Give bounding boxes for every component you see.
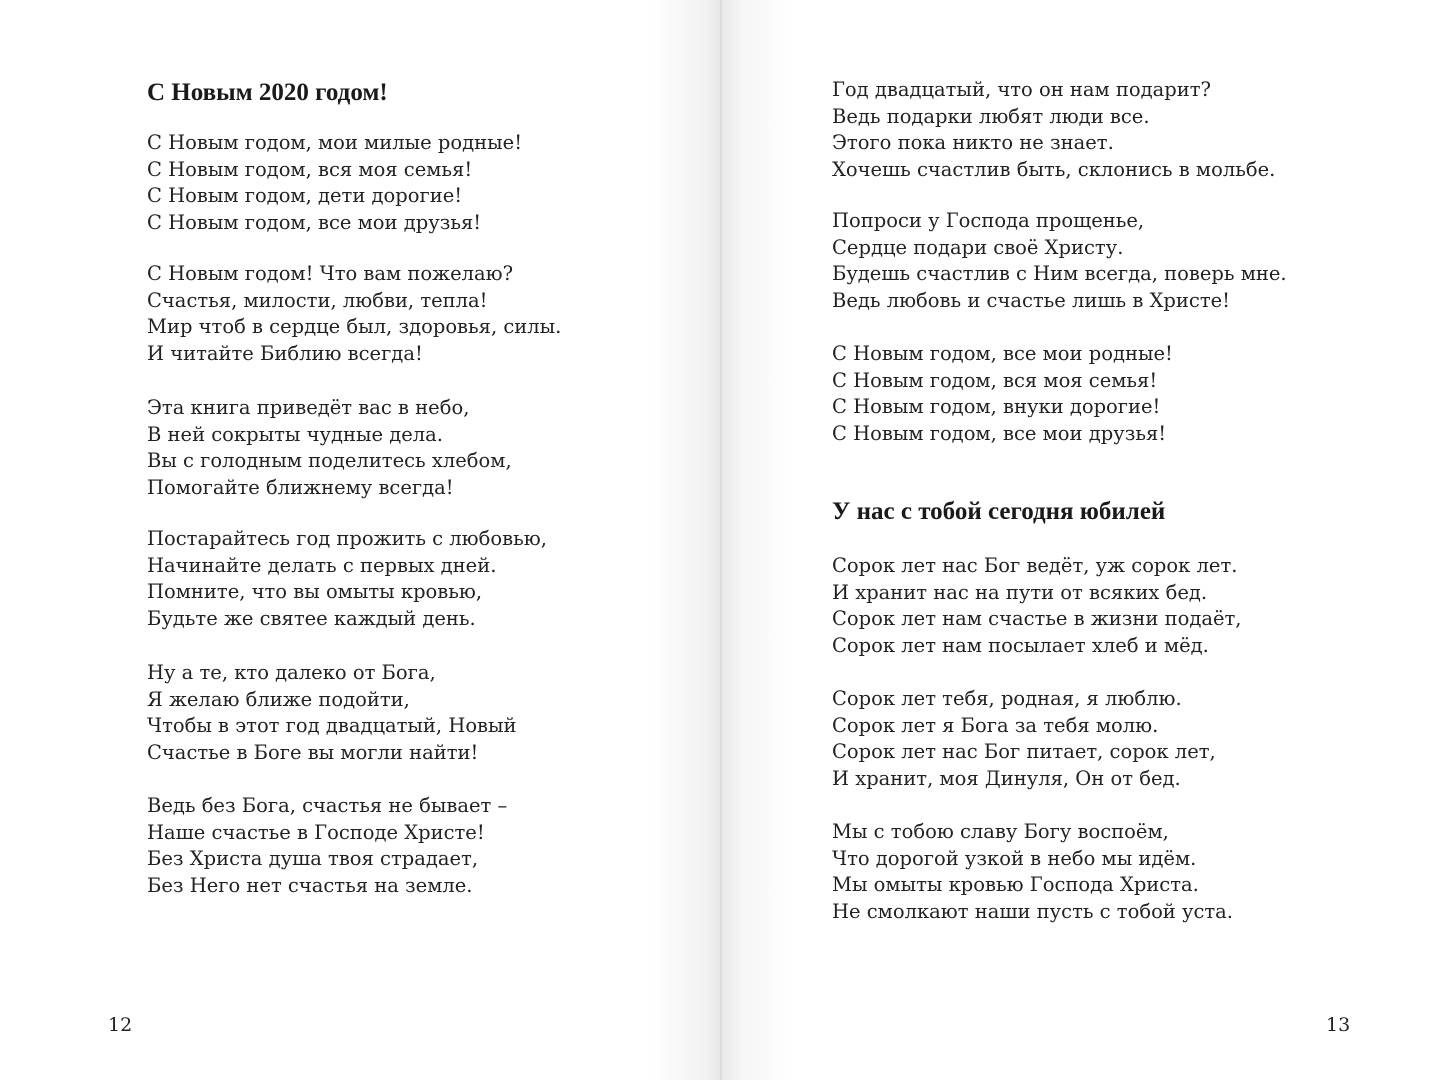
stanza [832, 553, 1242, 659]
verse-line: Сорок лет тебя, родная, я люблю. [832, 687, 1182, 710]
stanza [832, 208, 1287, 314]
left-page [0, 0, 722, 1080]
verse-line: Год двадцатый, что он нам подарит? [832, 78, 1211, 101]
verse-line: Хочешь счастлив быть, склонись в мольбе. [832, 157, 1276, 181]
verse-line: Начинайте делать с первых дней. [147, 553, 497, 577]
verse-line: Этого пока никто не знает. [832, 131, 1114, 154]
verse-line: Не смолкают наши пусть с тобой уста. [832, 899, 1234, 923]
verse-line: Ведь подарки любят люди все. [832, 104, 1150, 128]
verse-line: И хранит, моя Динуля, Он от бед. [832, 766, 1181, 790]
verse-line: С Новым годом, вся моя семья! [147, 157, 473, 181]
verse-line: И хранит нас на пути от всяких бед. [832, 580, 1208, 604]
verse-line: Помогайте ближнему всегда! [147, 475, 454, 499]
verse-line: С Новым годом, все мои друзья! [832, 421, 1167, 445]
stanza [832, 77, 1275, 183]
verse-line: Без Христа душа твоя страдает, [147, 847, 479, 870]
page-number: 13 [1326, 1014, 1351, 1036]
verse-line: Попроси у Господа прощенье, [832, 209, 1145, 232]
verse-line: Ведь любовь и счастье лишь в Христе! [832, 288, 1230, 312]
stanza [832, 686, 1216, 792]
verse-line: Наше счастье в Господе Христе! [147, 820, 485, 844]
stanza [147, 261, 561, 367]
verse-line: С Новым годом! Что вам пожелаю? [147, 262, 514, 285]
stanza [832, 341, 1173, 447]
verse-line: Без Него нет счастья на земле. [147, 873, 473, 897]
verse-line: В ней сокрыты чудные дела. [147, 422, 444, 446]
verse-line: Вы с голодным поделитесь хлебом, [147, 449, 512, 472]
verse-line: Сорок лет я Бога за тебя молю. [832, 713, 1159, 737]
verse-line: Мир чтоб в сердце был, здоровья, силы. [147, 315, 562, 338]
verse-line: Будешь счастлив с Ним всегда, поверь мне. [832, 262, 1287, 285]
verse-line: С Новым годом, все мои родные! [832, 342, 1173, 365]
verse-line: Сорок лет нам посылает хлеб и мёд. [832, 633, 1209, 657]
stanza [147, 660, 517, 766]
verse-line: Счастья, милости, любви, тепла! [147, 288, 488, 312]
verse-line: С Новым годом, вся моя семья! [832, 368, 1158, 392]
verse-line: Помните, что вы омыты кровью, [147, 580, 483, 603]
verse-line: Сорок лет нам счастье в жизни подаёт, [832, 607, 1242, 630]
verse-line: С Новым годом, внуки дорогие! [832, 395, 1161, 418]
right-page [722, 0, 1445, 1080]
verse-line: Сердце подари своё Христу. [832, 235, 1124, 259]
verse-line: Постарайтесь год прожить с любовью, [147, 527, 547, 550]
verse-line: Будьте же святее каждый день. [147, 606, 476, 630]
stanza [147, 793, 507, 899]
stanza [147, 130, 522, 236]
verse-line: Счастье в Боге вы могли найти! [147, 740, 479, 764]
stanza [832, 819, 1233, 925]
verse-line: Сорок лет нас Бог питает, сорок лет, [832, 740, 1216, 763]
stanza [147, 395, 512, 501]
verse-line: Мы с тобою славу Богу воспоём, [832, 820, 1169, 843]
page-number: 12 [108, 1014, 133, 1036]
verse-line: С Новым годом, мои милые родные! [147, 131, 523, 154]
verse-line: С Новым годом, дети дорогие! [147, 184, 463, 207]
verse-line: Ведь без Бога, счастья не бывает – [147, 794, 508, 817]
verse-line: Я желаю ближе подойти, [147, 687, 410, 711]
verse-line: И читайте Библию всегда! [147, 341, 423, 365]
poem-title: С Новым 2020 годом! [147, 79, 388, 106]
verse-line: Мы омыты кровью Господа Христа. [832, 873, 1199, 896]
verse-line: Что дорогой узкой в небо мы идём. [832, 846, 1197, 870]
stanza [147, 526, 547, 632]
poem-title: У нас с тобой сегодня юбилей [832, 498, 1166, 525]
verse-line: Сорок лет нас Бог ведёт, уж сорок лет. [832, 554, 1238, 577]
verse-line: Чтобы в этот год двадцатый, Новый [147, 714, 517, 737]
verse-line: Эта книга приведёт вас в небо, [147, 396, 470, 419]
verse-line: Ну а те, кто далеко от Бога, [147, 661, 436, 684]
verse-line: С Новым годом, все мои друзья! [147, 210, 482, 234]
